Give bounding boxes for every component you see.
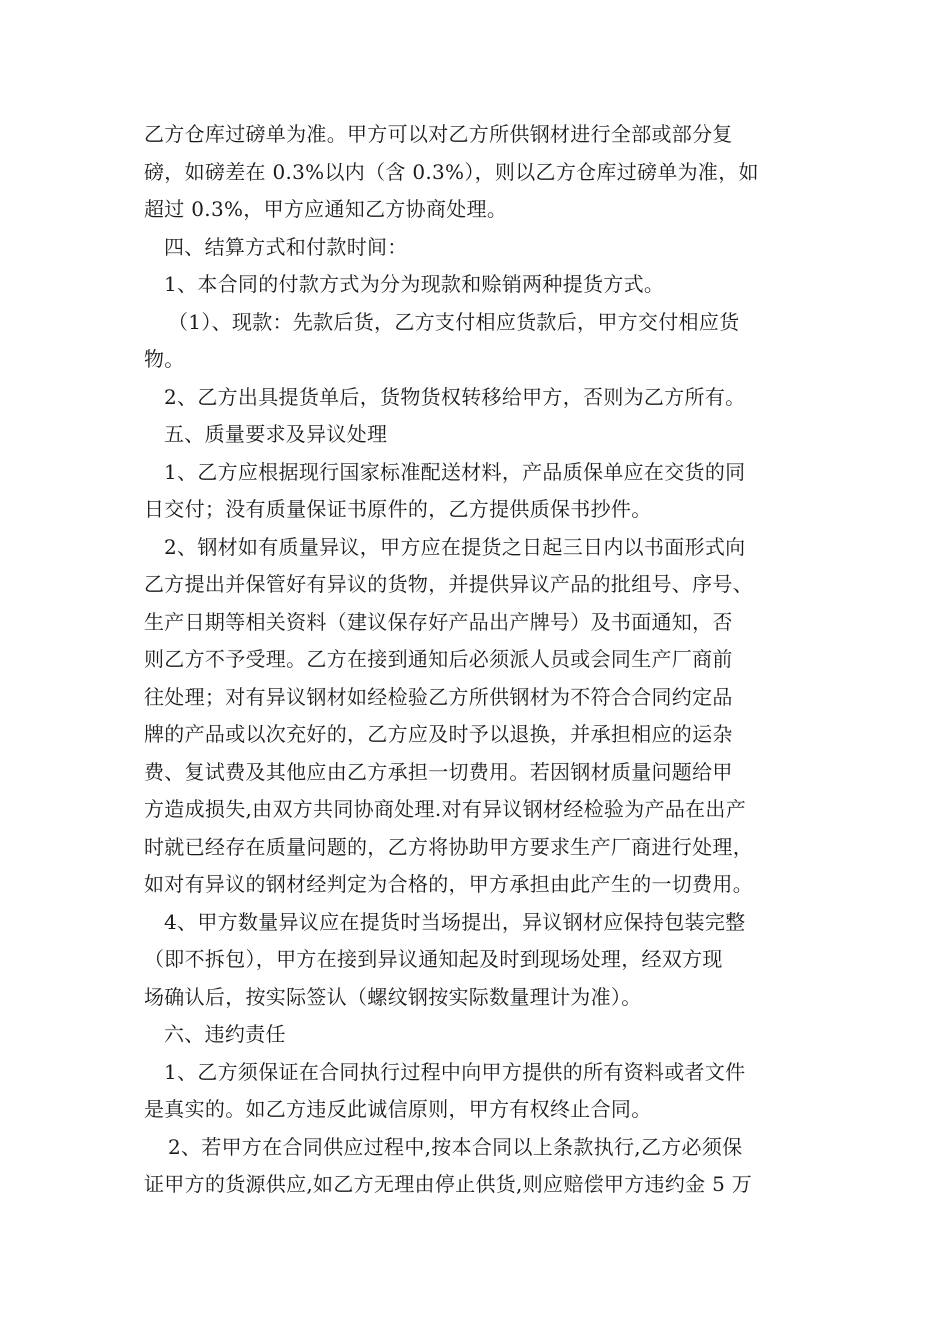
body-text-line: 物。 — [144, 347, 185, 371]
body-text-line: （1）、现款：先款后货，乙方支付相应货款后，甲方交付相应货 — [168, 309, 740, 334]
body-text-line: 乙方提出并保管好有异议的货物，并提供异议产品的批组号、序号、 — [144, 572, 753, 596]
body-text-line: 是真实的。如乙方违反此诚信原则，甲方有权终止合同。 — [144, 1097, 652, 1121]
body-text-line: 时就已经存在质量问题的，乙方将协助甲方要求生产厂商进行处理， — [144, 834, 753, 859]
section-heading-settlement: 四、结算方式和付款时间： — [164, 234, 408, 259]
body-text-line: 牌的产品或以次充好的，乙方应及时予以退换，并承担相应的运杂 — [144, 722, 733, 746]
section-heading-quality: 五、质量要求及异议处理 — [164, 422, 388, 446]
body-text-line: 2、钢材如有质量异议，甲方应在提货之日起三日内以书面形式向 — [164, 534, 746, 559]
body-text-line: 1、乙方应根据现行国家标准配送材料，产品质保单应在交货的同 — [164, 459, 746, 484]
body-text-line: 1、本合同的付款方式为分为现款和赊销两种提货方式。 — [164, 272, 665, 296]
body-text-line: 则乙方不予受理。乙方在接到通知后必须派人员或会同生产厂商前 — [144, 647, 733, 671]
body-text-line: 超过 0.3%，甲方应通知乙方协商处理。 — [144, 197, 508, 221]
body-text-line: 日交付；没有质量保证书原件的，乙方提供质保书抄件。 — [144, 497, 652, 521]
body-text-line: 1、乙方须保证在合同执行过程中向甲方提供的所有资料或者文件 — [164, 1059, 746, 1084]
section-heading-liability: 六、违约责任 — [164, 1022, 286, 1046]
body-text-line: 磅，如磅差在 0.3%以内（含 0.3%），则以乙方仓库过磅单为准，如 — [144, 159, 759, 184]
body-text-line: 4、甲方数量异议应在提货时当场提出，异议钢材应保持包装完整 — [164, 909, 746, 934]
body-text-line: 生产日期等相关资料（建议保存好产品出产牌号）及书面通知，否 — [144, 609, 733, 634]
document-body — [144, 116, 824, 1204]
body-text-line: 乙方仓库过磅单为准。甲方可以对乙方所供钢材进行全部或部分复 — [144, 122, 733, 146]
body-text-line: 往处理；对有异议钢材如经检验乙方所供钢材为不符合合同约定品 — [144, 684, 733, 709]
body-text-line: 2、若甲方在合同供应过程中,按本合同以上条款执行,乙方必须保 — [168, 1134, 743, 1159]
body-text-line: 如对有异议的钢材经判定为合格的，甲方承担由此产生的一切费用。 — [144, 872, 753, 896]
body-text-line: 费、复试费及其他应由乙方承担一切费用。若因钢材质量问题给甲 — [144, 759, 733, 784]
body-text-line: 证甲方的货源供应,如乙方无理由停止供货,则应赔偿甲方违约金 5 万 — [144, 1172, 753, 1196]
body-text-line: 2、乙方出具提货单后，货物货权转移给甲方，否则为乙方所有。 — [164, 384, 746, 409]
body-text-line: 场确认后，按实际签认（螺纹钢按实际数量理计为准）。 — [144, 984, 642, 1009]
body-text-line: （即不拆包），甲方在接到异议通知起及时到现场处理，经双方现 — [144, 947, 723, 971]
body-text-line: 方造成损失,由双方共同协商处理.对有异议钢材经检验为产品在出产 — [144, 797, 747, 821]
